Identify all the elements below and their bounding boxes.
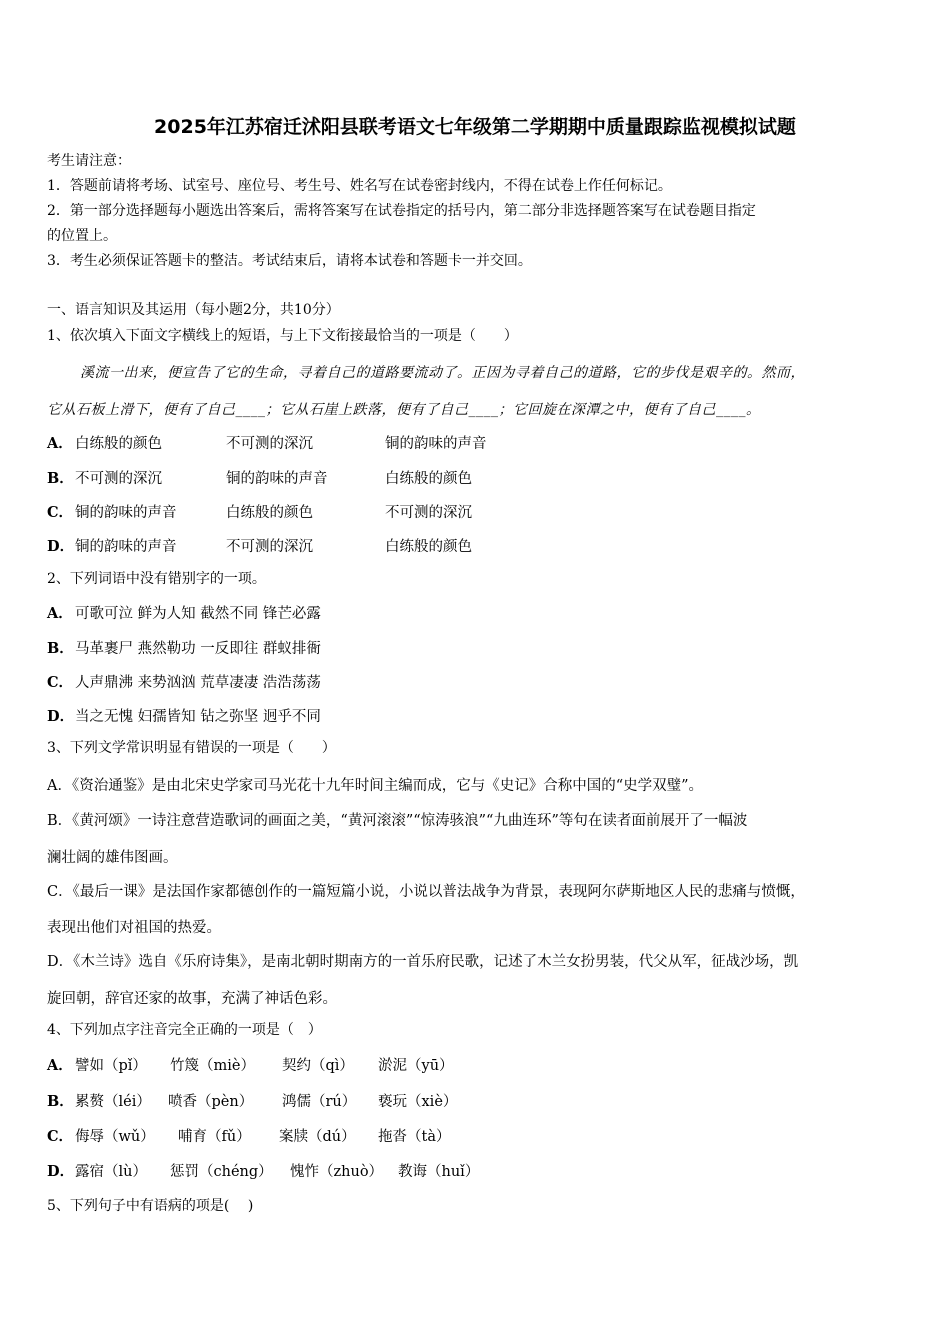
- option-text: 人声鼎沸 来势汹汹 荒草凄凄 浩浩荡荡: [75, 675, 321, 691]
- q4-b-word-2: 喷香（pèn）: [168, 1094, 254, 1110]
- page-title: 2025年江苏宿迁沭阳县联考语文七年级第二学期期中质量跟踪监视模拟试题: [154, 116, 796, 138]
- q3-option-c-cont: 表现出他们对祖国的热爱。: [47, 920, 221, 936]
- q1-b-choice-2: 铜的韵味的声音: [226, 471, 328, 487]
- option-label: B．: [47, 470, 74, 487]
- q3-option-d[interactable]: D．《木兰诗》选自《乐府诗集》，是南北朝时期南方的一首乐府民歌，记述了木兰女扮男装，代父从军，征战沙场，凯: [47, 954, 799, 970]
- q1-c-choice-1: 铜的韵味的声音: [75, 505, 177, 521]
- question-1-passage-line-1: 溪流一出来，便宣告了它的生命，寻着自己的道路要流动了。正因为寻着自己的道路，它的步伐是艰辛的。然而，: [80, 365, 805, 381]
- question-1-passage-line-2: 它从石板上滑下，便有了自己____；它从石崖上跌落，便有了自己____；它回旋在深潭之中，便有了自己____。: [47, 402, 761, 418]
- q1-d-choice-1: 铜的韵味的声音: [75, 539, 177, 555]
- q4-option-a[interactable]: [47, 1054, 75, 1075]
- q1-option-a[interactable]: [47, 432, 75, 453]
- option-label: A．: [47, 605, 73, 622]
- option-label: C．: [47, 1128, 74, 1145]
- q4-a-word-2: 竹篾（miè）: [170, 1058, 255, 1074]
- question-4-stem: 4、下列加点字注音完全正确的一项是（ ）: [47, 1022, 322, 1038]
- q4-option-b[interactable]: [47, 1090, 75, 1111]
- option-label: D．: [47, 708, 75, 725]
- notice-item-1: 1．答题前请将考场、试室号、座位号、考生号、姓名写在试卷密封线内，不得在试卷上作任何标记。: [47, 178, 672, 194]
- option-label: C．: [47, 504, 74, 521]
- notice-item-2-cont: 的位置上。: [47, 228, 117, 244]
- q4-option-d[interactable]: [47, 1160, 75, 1181]
- notice-heading: 考生请注意：: [47, 153, 131, 169]
- q4-d-word-4: 教诲（huǐ）: [398, 1164, 480, 1180]
- q4-b-word-3: 鸿儒（rú）: [282, 1094, 357, 1110]
- notice-item-2: 2．第一部分选择题每小题选出答案后，需将答案写在试卷指定的括号内，第二部分非选择题答案写在试卷题目指定: [47, 203, 756, 219]
- q1-d-choice-3: 白练般的颜色: [385, 539, 472, 555]
- q4-a-word-4: 淤泥（yū）: [378, 1058, 454, 1074]
- option-label: B．: [47, 640, 74, 657]
- q3-option-a[interactable]: A．《资治通鉴》是由北宋史学家司马光花十九年时间主编而成，它与《史记》合称中国的“史学双璧”。: [47, 778, 704, 794]
- q1-option-b[interactable]: [47, 467, 75, 488]
- q1-b-choice-1: 不可测的深沉: [75, 471, 162, 487]
- section-heading: 一、语言知识及其运用（每小题2分，共10分）: [47, 302, 340, 318]
- q4-b-word-1: 累赘（léi）: [75, 1094, 151, 1110]
- q1-a-choice-2: 不可测的深沉: [226, 436, 313, 452]
- q3-option-c[interactable]: C．《最后一课》是法国作家都德创作的一篇短篇小说，小说以普法战争为背景，表现阿尔萨斯地区人民的悲痛与愤慨，: [47, 884, 805, 900]
- q2-option-d[interactable]: [47, 705, 321, 726]
- q4-a-word-1: 譬如（pǐ）: [75, 1058, 147, 1074]
- option-text: 马革裹尸 燕然勒功 一反即往 群蚁排衙: [75, 641, 321, 657]
- question-3-stem: 3、下列文学常识明显有错误的一项是（ ）: [47, 740, 336, 756]
- q1-a-choice-3: 铜的韵味的声音: [385, 436, 487, 452]
- q2-option-b[interactable]: [47, 637, 321, 658]
- option-label: A．: [47, 1057, 73, 1074]
- q4-c-word-2: 哺育（fǔ）: [178, 1129, 251, 1145]
- option-text: 当之无愧 妇孺皆知 钻之弥坚 迥乎不同: [75, 709, 321, 725]
- option-label: B．: [47, 1093, 74, 1110]
- q2-option-c[interactable]: [47, 671, 321, 692]
- q1-option-d[interactable]: [47, 535, 75, 556]
- option-label: A．: [47, 435, 73, 452]
- q1-c-choice-3: 不可测的深沉: [385, 505, 472, 521]
- q4-b-word-4: 亵玩（xiè）: [378, 1094, 458, 1110]
- question-5-stem: 5、下列句子中有语病的项是( ): [47, 1198, 254, 1214]
- q1-option-c[interactable]: [47, 501, 75, 522]
- option-label: D．: [47, 1163, 75, 1180]
- q4-a-word-3: 契约（qì）: [282, 1058, 354, 1074]
- q4-d-word-3: 愧怍（zhuò）: [290, 1164, 384, 1180]
- q4-d-word-1: 露宿（lù）: [75, 1164, 147, 1180]
- q1-a-choice-1: 白练般的颜色: [75, 436, 162, 452]
- q1-b-choice-3: 白练般的颜色: [385, 471, 472, 487]
- q4-option-c[interactable]: [47, 1125, 75, 1146]
- q4-c-word-4: 拖沓（tà）: [378, 1129, 451, 1145]
- option-text: 可歌可泣 鲜为人知 截然不同 锋芒必露: [75, 606, 321, 622]
- notice-item-3: 3．考生必须保证答题卡的整洁。考试结束后，请将本试卷和答题卡一并交回。: [47, 253, 532, 269]
- q2-option-a[interactable]: [47, 602, 321, 623]
- q1-d-choice-2: 不可测的深沉: [226, 539, 313, 555]
- q4-c-word-3: 案牍（dú）: [279, 1129, 356, 1145]
- q3-option-b-cont: 澜壮阔的雄伟图画。: [47, 850, 178, 866]
- option-label: C．: [47, 674, 74, 691]
- question-2-stem: 2、下列词语中没有错别字的一项。: [47, 571, 266, 587]
- q3-option-b[interactable]: B．《黄河颂》一诗注意营造歌词的画面之美，“黄河滚滚”“惊涛骇浪”“九曲连环”等句在读者面前展开了一幅波: [47, 813, 748, 829]
- question-1-stem: 1、依次填入下面文字横线上的短语，与上下文衔接最恰当的一项是（ ）: [47, 328, 518, 344]
- q4-d-word-2: 惩罚（chéng）: [170, 1164, 273, 1180]
- q3-option-d-cont: 旋回朝，辞官还家的故事，充满了神话色彩。: [47, 991, 337, 1007]
- q4-c-word-1: 侮辱（wǔ）: [75, 1129, 155, 1145]
- option-label: D．: [47, 538, 75, 555]
- q1-c-choice-2: 白练般的颜色: [226, 505, 313, 521]
